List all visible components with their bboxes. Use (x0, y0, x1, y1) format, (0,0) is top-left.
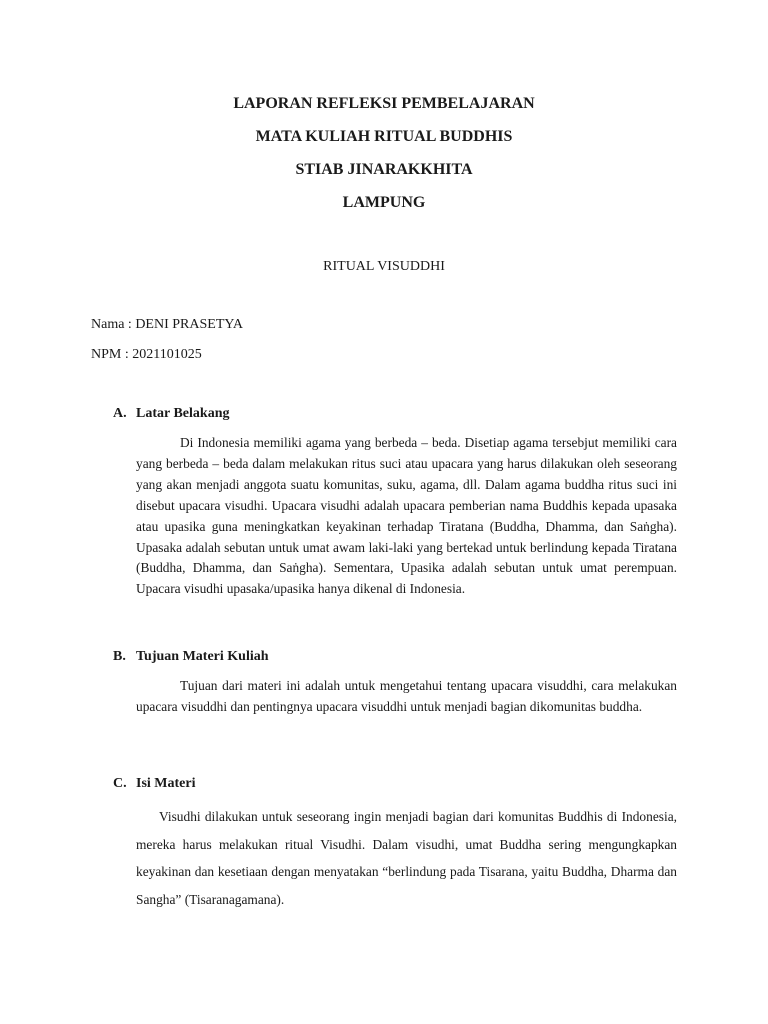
section-b-heading (113, 648, 269, 666)
student-name: Nama : DENI PRASETYA (91, 317, 244, 332)
section-b-body: Tujuan dari materi ini adalah untuk mengetahui tentang upacara visuddhi, cara melakukan upacara visuddhi dan pentingnya upacara visuddhi untuk menjadi bagian dikomunitas buddha. (136, 678, 677, 714)
section-c-letter: C. (113, 776, 127, 791)
section-a-heading (113, 405, 229, 423)
report-title-line-1: LAPORAN REFLEKSI PEMBELAJARAN (233, 95, 535, 112)
section-a-letter: A. (113, 406, 127, 421)
section-c-heading (113, 775, 195, 793)
section-b-title: Tujuan Materi Kuliah (136, 649, 269, 664)
section-a-title: Latar Belakang (136, 406, 230, 421)
report-title-line-3: STIAB JINARAKKHITA (295, 161, 473, 178)
report-topic: RITUAL VISUDDHI (323, 259, 445, 274)
report-title-line-4: LAMPUNG (342, 194, 426, 211)
section-a-body: Di Indonesia memiliki agama yang berbeda – beda. Disetiap agama tersebjut memiliki cara yang berbeda – beda dalam melakukan ritus suci atau upacara yang harus dilakukan oleh seseorang yang akan menjadi anggota suatu komunitas, suku, agama, dll. Dalam agama buddha ritus suci ini disebut upacara visudhi. Upacara visudhi adalah upacara pemberian nama Buddhis kepada upasaka atau upasika guna meningkatkan keyakinan terhadap Tiratana (Buddha, Dhamma, dan Saṅgha). Upasaka adalah sebutan untuk umat awam laki-laki yang bertekad untuk berlindung kepada Tiratana (Buddha, Dhamma, dan Saṅgha). Sementara, Upasika adalah sebutan untuk umat perempuan. Upacara visudhi upasaka/upasika hanya dikenal di Indonesia. (136, 435, 677, 597)
student-npm: NPM : 2021101025 (91, 347, 202, 362)
section-c-body: Visudhi dilakukan untuk seseorang ingin menjadi bagian dari komunitas Buddhis di Indonesia, mereka harus melakukan ritual Visudhi. Dalam visudhi, umat Buddha sering mengungkapkan keyakinan dan kesetiaan dengan menyatakan “berlindung pada Tisarana, yaitu Buddha, Dharma dan Sangha” (Tisaranagamana). (136, 809, 677, 907)
section-c-title: Isi Materi (136, 776, 196, 791)
report-title-line-2: MATA KULIAH RITUAL BUDDHIS (255, 128, 513, 145)
section-b-letter: B. (113, 649, 126, 664)
